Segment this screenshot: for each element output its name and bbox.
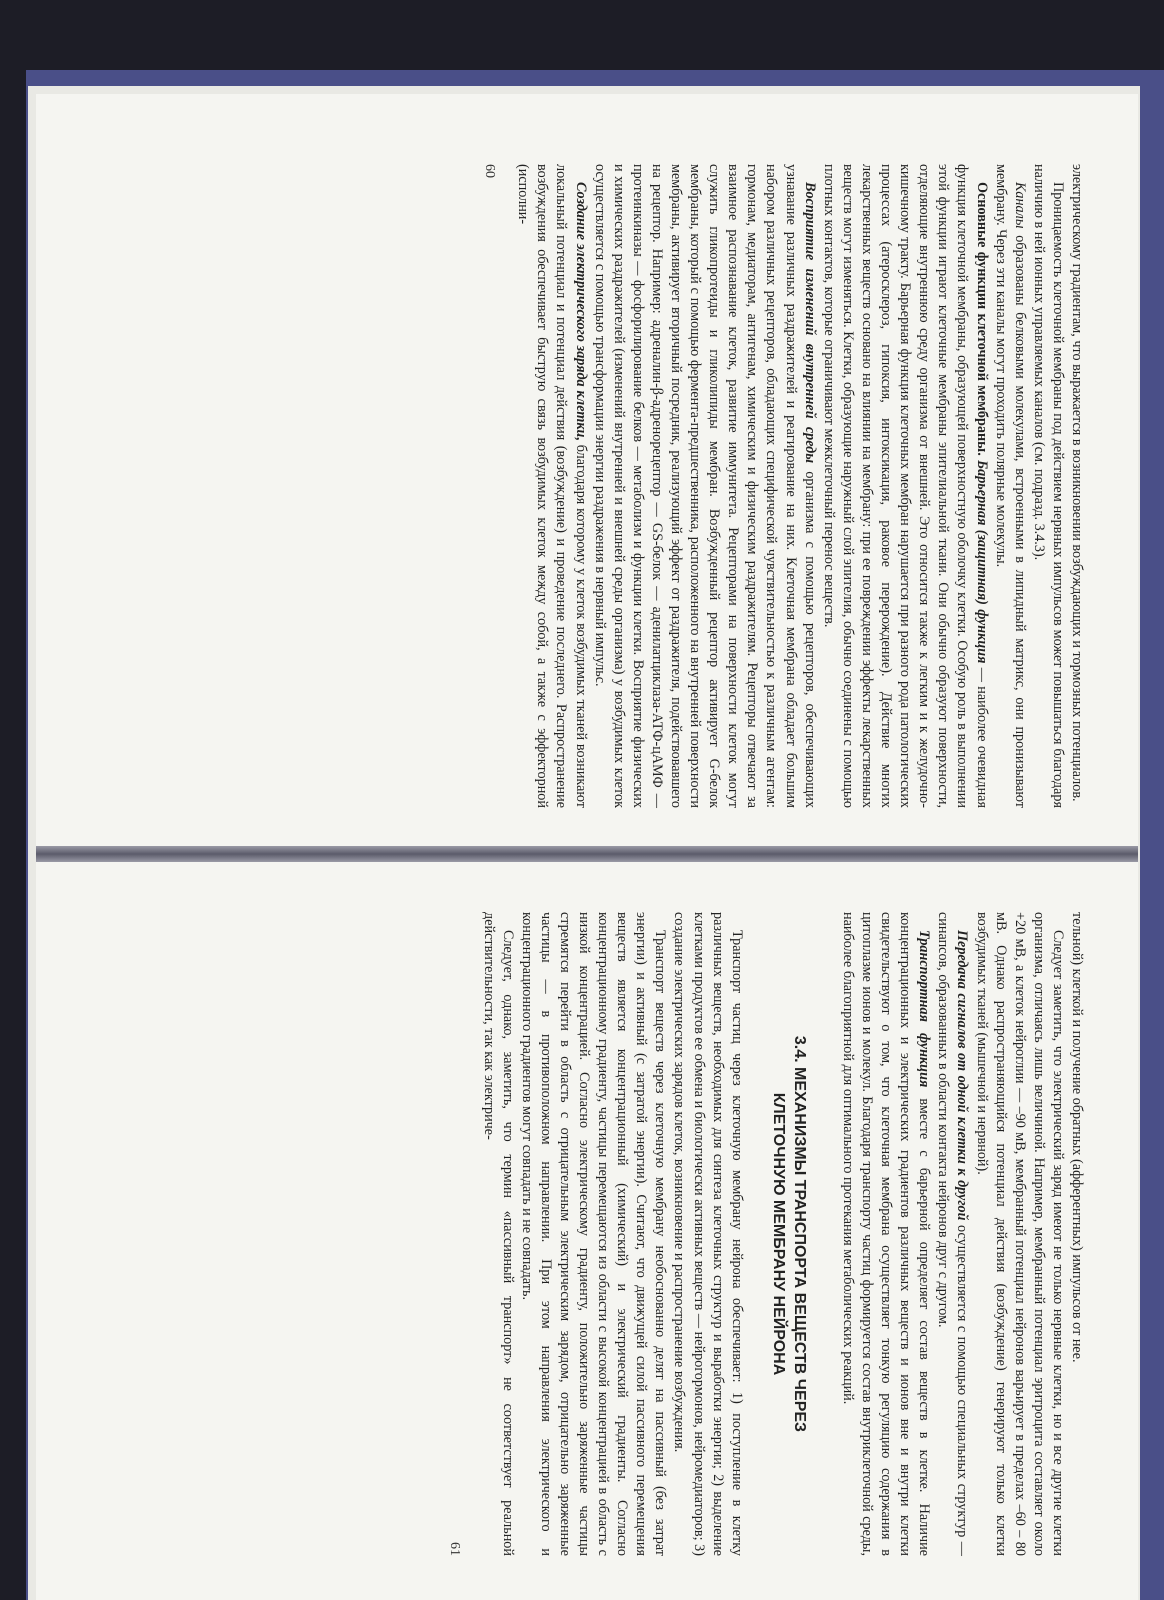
page-61-text (66, 912, 1086, 1556)
lead-term: Каналы (1011, 182, 1028, 229)
paragraph: Транспорт веществ через клеточную мембрану необоснованно делят на пассивный (без затрат энергии) и активный (с затратой энергии). Считают, что движущей силой пассивного перемещения веществ является концентрационный (химический) и электрический градиенты. Согласно концентрационному градиенту, частицы перемещаются из области с высокой концентрацией в область с низкой концентрацией. Согласно электрическому градиенту, положительно заряженные частицы стремятся перейти в область с отрицательным электрическим зарядом, отрицательно заряженные частицы — в противоположном направлении. При этом направления электрического и концентрационного градиентов могут совпадать и не совпадать. (518, 912, 669, 1556)
page-61 (36, 862, 1138, 1600)
section-heading (768, 922, 810, 1546)
paragraph: Следует заметить, что электрический заряд имеют не только нервные клетки, но и все другие клетки организма, отличаясь лишь величиной. Например, мембранный потенциал эритроцита составляет около +20 мВ, а клеток нейроглии — –90 мВ, мембранный потенциал нейронов варьирует в пределах –60 – 80 мВ. Однако распространяющийся потенциал действия (возбуждение) генерируют только клетки возбудимых тканей (мышечной и нервной). (973, 912, 1066, 1556)
paragraph (590, 164, 819, 808)
lead-term: Передача сигналов от одной клетки к другой (954, 930, 971, 1221)
lead-term: Восприятие изменений внутренней среды (801, 182, 818, 464)
paragraph: Проницаемость клеточной мембраны под действием нервных импульсов может повышаться благодаря наличию в ней ионных управляемых каналов (см. подразд. 3.4.3). (1030, 164, 1066, 808)
paragraph-text: образованы белковыми молекулами, встроенными в липидный матрикс, они пронизывают мембрану. Через эти каналы могут проходить полярные молекулы. (992, 164, 1028, 808)
lead-term: Барьерная (защитная) функция (973, 455, 990, 664)
paragraph-text: организма с помощью рецепторов, обеспечивающих узнавание различных раздражителей и реагирование на них. Клеточная мембрана обладает большим набором различных рецепторов, обладающих специфической чувствительностью к различным агентам: гормонам, медиаторам, антигенам, химическим и физическим раздражителям. Рецепторы отвечают за взаимное распознавание клеток, развитие иммунитета. Рецепторами на поверхности клеток могут служить гликопротеиды и гликолипиды мембран. Возбужденный рецептор активирует G-белок мембраны, который с помощью фермента-предшественника, расположенного на внутренней поверхности мембраны, активирует вторичный посредник, реализующий эффект от раздражителя, подействовавшего на рецептор. Например: адреналин-β-адренорецептор — GS-белок — аденилатциклаза-АТФ-цАМФ — протеинкиназы — фосфорилирование белков — метаболизм и функции клетки. Восприятие физических и химических раздражителей (изменений внутренней и внешней среды организма) у возбудимых клеток осуществляется с помощью трансформации энергии раздражения в нервный импульс. (591, 164, 818, 808)
paragraph-text: осуществляется с помощью специальных структур — синапсов, образованных в области контакта нейронов друг с другом. (935, 912, 971, 1556)
paragraph-text: — наиболее очевидная функция клеточной мембраны, образующей поверхностную оболочку клетки. Особую роль в выполнении этой функции играют клеточные мембраны эпителиальной ткани. Они обычно образуют поверхности, отделяющие внутреннюю среду организма от внешней. Это относится также к легким и к желудочно-кишечному тракту. Барьерная функция клеточных мембран нарушается при разного рода патологических процессах (атеросклероз, гипоксия, интоксикация, раковое перерождение). Действие многих лекарственных веществ основано на влиянии на мембрану: при ее повреждении эффекты лекарственных веществ могут изменяться. Клетки, образующие наружный слой эпителия, обычно соединены с помощью плотных контактов, которые ограничивают межклеточный перенос веществ. (820, 164, 990, 808)
paragraph: Следует, однако, заметить, что термин «пассивный транспорт» не соответствует реальной действительности, так как электриче- (480, 912, 516, 1556)
paragraph (513, 164, 589, 808)
paragraph-text: благодаря которому у клеток возбудимых тканей возникают локальный потенциал и потенциал действия (возбуждение) и проведение последнего. Распространение возбуждения обеспечивает быструю связь возбудимых клеток между собой, а также с эффекторной (исполни- (515, 164, 589, 808)
paragraph (838, 912, 933, 1556)
paragraph: электрическому градиентам, что выражается в возникновении возбуждающих и тормозных потенциалов. (1069, 164, 1085, 802)
section-lead: Основные функции клеточной мембраны. (973, 182, 990, 456)
section-heading-line: 3.4. МЕХАНИЗМЫ ТРАНСПОРТА ВЕЩЕСТВ ЧЕРЕЗ (790, 1035, 808, 1433)
lead-term: Создание электрического заряда клетки, (572, 182, 589, 441)
paragraph (933, 912, 971, 1556)
paragraph (819, 164, 991, 808)
page-60 (36, 94, 1138, 846)
lead-term: Транспортная функция (916, 930, 933, 1088)
page-number: 60 (482, 164, 498, 178)
paragraph: Транспорт частиц через клеточную мембрану нейрона обеспечивает: 1) поступление в клетку различных веществ, необходимых для синтеза клеточных структур и выработки энергии; 2) выделение клетками продуктов ее обмена и биологически активных веществ — нейрогормонов, нейромедиаторов; 3) создание электрических зарядов клеток, возникновение и распространение возбуждения. (671, 912, 745, 1556)
page-60-text (44, 164, 1086, 808)
paragraph (991, 164, 1029, 808)
page-number: 61 (447, 1542, 463, 1556)
paragraph: тельной) клеткой и получение обратных (афферентных) импульсов от нее. (1069, 912, 1085, 1363)
paragraph-text: вместе с барьерной определяет состав веществ в клетке. Наличие концентрационных и электрических градиентов различных веществ и ионов вне и внутри клетки свидетельствуют о том, что клеточная мембрана осуществляет тонкую регуляцию содержания в цитоплазме ионов и молекул. Благодаря транспорту частиц формируется состав внутриклеточной среды, наиболее благоприятной для оптимального протекания метаболических реакций. (839, 912, 933, 1556)
section-heading-line: КЛЕТОЧНУЮ МЕМБРАНУ НЕЙРОНА (769, 1092, 787, 1376)
book-spine-gutter (36, 846, 1138, 862)
